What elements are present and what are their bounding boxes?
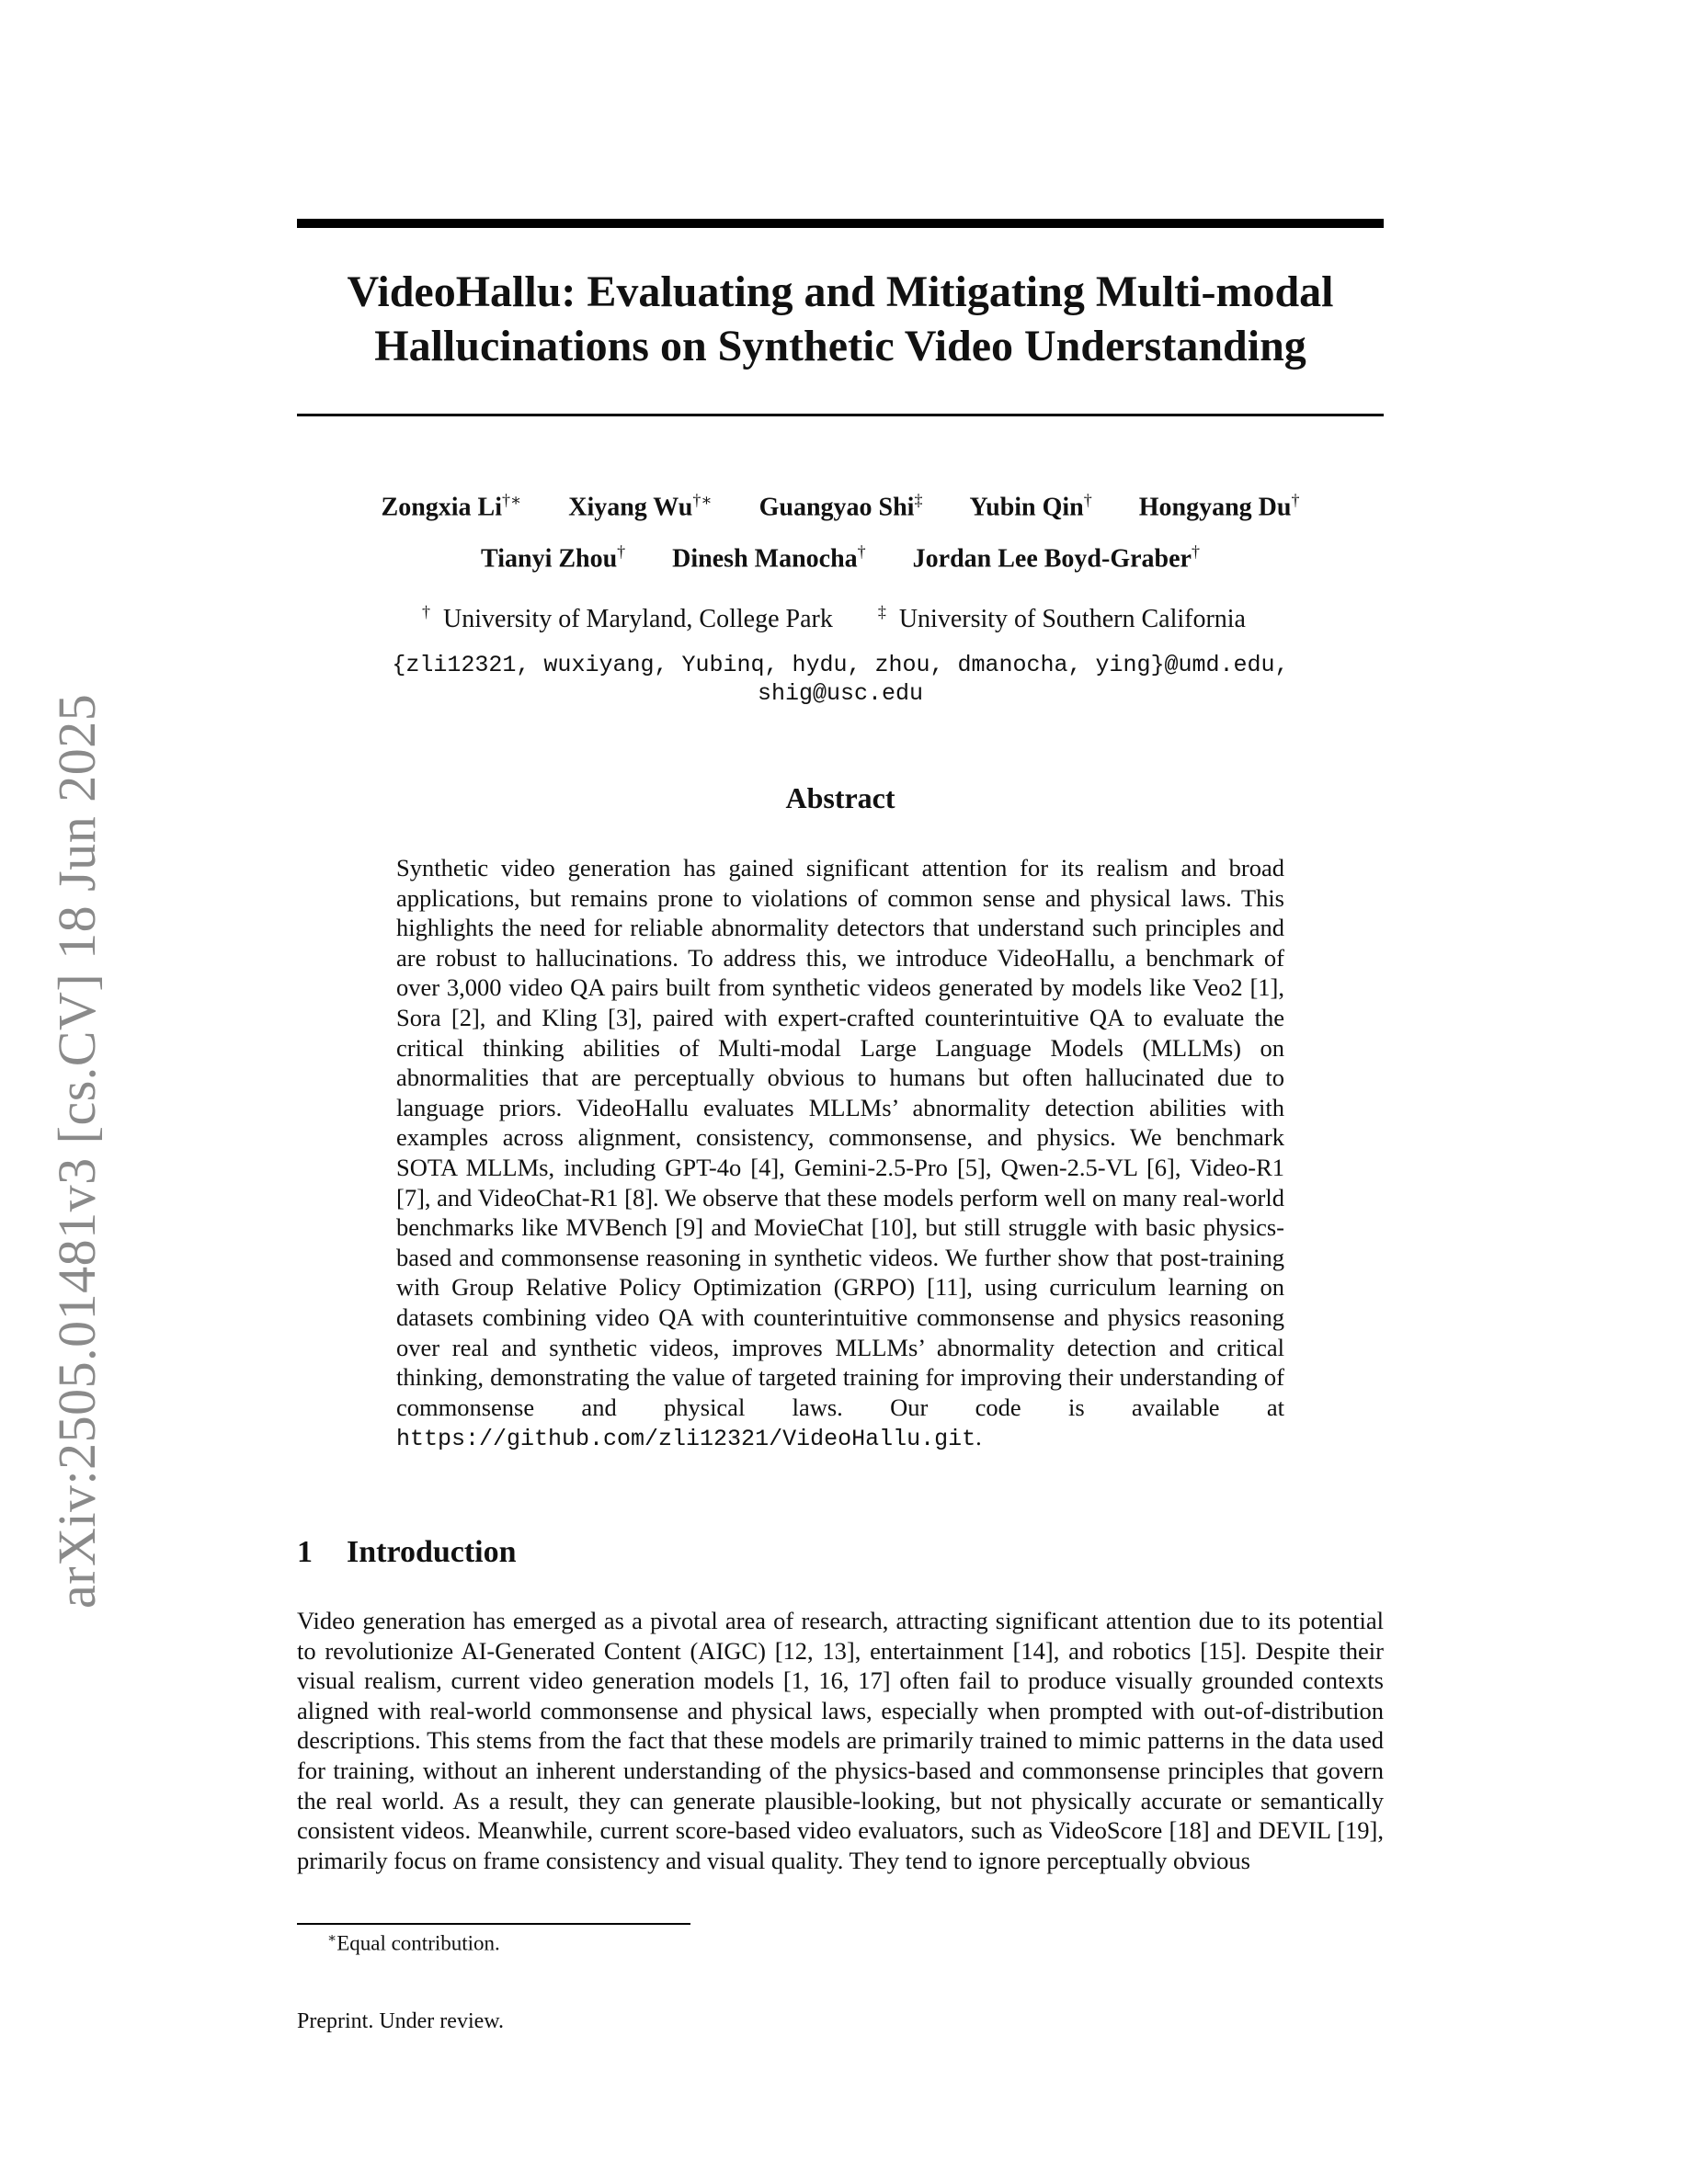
author-name: Hongyang Du — [1138, 493, 1292, 522]
author-marks: †∗ — [692, 491, 713, 509]
footnote-text: Equal contribution. — [336, 1931, 500, 1955]
footnote-mark: ∗ — [327, 1931, 337, 1946]
author-list-row-2 — [297, 542, 1384, 574]
author-name: Xiyang Wu — [568, 493, 693, 522]
abstract-body: Synthetic video generation has gained significant attention for its realism and broad applications, but remains prone to violations of common sense and physical laws. This highlights the need for reliable abnormality detectors that understand such principles and are robust to hallucinations. To address this, we introduce VideoHallu, a benchmark of over 3,000 video QA pairs built from synthetic videos generated by models like Veo2 [1], Sora [2], and Kling [3], paired with expert-crafted counterintuitive QA to evaluate the critical thinking abilities of Multi-modal Large Language Models (MLLMs) on abnormalities that are perceptually obvious to humans but often hallucinated due to language priors. VideoHallu evaluates MLLMs’ abnormality detection abilities with examples across alignment, consistency, commonsense, and physics. We benchmark SOTA MLLMs, including GPT-4o [4], Gemini-2.5-Pro [5], Qwen-2.5-VL [6], Video-R1 [7], and VideoChat-R1 [8]. We observe that these models perform well on many real-world benchmarks like MVBench [9] and MovieChat [10], but still struggle with basic physics-based and commonsense reasoning in synthetic videos. We further show that post-training with Group Relative Policy Optimization (GRPO) [11], using curriculum learning on datasets combining video QA with counterintuitive commonsense and physics reasoning over real and synthetic videos, improves MLLMs’ abnormality detection and critical thinking, demonstrating the value of targeted training for improving their understanding of commonsense and physical laws. Our code is available at — [396, 854, 1284, 1421]
author-list-row-1 — [297, 491, 1384, 522]
introduction-paragraph: Video generation has emerged as a pivotal area of research, attracting significant attention due to its potential to revolutionize AI-Generated Content (AIGC) [12, 13], entertainment [14], and robotics [15]. Despite their visual realism, current video generation models [1, 16, 17] often fail to produce visually grounded contexts aligned with real-world commonsense and physical laws, especially when prompted with out-of-distribution descriptions. This stems from the fact that these models are primarily trained to mimic patterns in the data used for training, without an inherent understanding of the physics-based and commonsense principles that govern the real world. As a result, they can generate plausible-looking, but not physically accurate or semantically consistent videos. Meanwhile, current score-based video evaluators, such as VideoScore [18] and DEVIL [19], primarily focus on frame consistency and visual quality. They tend to ignore perceptually obvious — [297, 1607, 1384, 1874]
author-name: Yubin Qin — [969, 493, 1084, 522]
author — [672, 542, 865, 574]
abstract-heading: Abstract — [785, 781, 895, 814]
author-name: Zongxia Li — [381, 493, 502, 522]
affiliation-mark: † — [422, 603, 431, 621]
author-marks: † — [617, 542, 626, 561]
section-heading-introduction — [297, 1535, 517, 1570]
section-title: Introduction — [347, 1535, 517, 1569]
affiliation-name: University of Maryland, College Park — [443, 605, 833, 634]
author-name: Tianyi Zhou — [481, 544, 618, 574]
preprint-notice: Preprint. Under review. — [297, 2009, 505, 2033]
author-marks: † — [1191, 542, 1200, 561]
affiliation-mark: ‡ — [877, 603, 886, 621]
author-name: Dinesh Manocha — [672, 544, 858, 574]
title-rule-top — [297, 219, 1384, 228]
email-line: shig@usc.edu — [757, 680, 924, 707]
author-name: Guangyao Shi — [758, 493, 915, 522]
author-marks: † — [1083, 491, 1092, 509]
affiliations — [297, 603, 1384, 634]
title-rule-bottom — [297, 414, 1384, 416]
author — [382, 491, 522, 522]
affiliation-name: University of Southern California — [898, 605, 1246, 634]
author-emails — [297, 651, 1384, 708]
author-marks: †∗ — [502, 491, 522, 509]
affiliation — [878, 605, 1259, 633]
arxiv-identifier-stamp: arXiv:2505.01481v3 [cs.CV] 18 Jun 2025 — [47, 693, 107, 1609]
author-marks: ‡ — [914, 491, 923, 509]
abstract-end-punct: . — [975, 1423, 982, 1451]
paper-title: VideoHallu: Evaluating and Mitigating Multi-modal Hallucinations on Synthetic Video Understanding — [347, 267, 1334, 370]
author-marks: † — [857, 542, 866, 561]
author-name: Jordan Lee Boyd-Graber — [912, 544, 1192, 574]
author — [913, 542, 1200, 574]
author — [969, 491, 1091, 522]
author — [1139, 491, 1300, 522]
author — [759, 491, 923, 522]
affiliation — [422, 605, 846, 633]
footnote-rule — [297, 1923, 690, 1925]
author-marks: † — [1291, 491, 1300, 509]
abstract-text — [396, 853, 1284, 1455]
section-number: 1 — [297, 1535, 313, 1569]
email-line: {zli12321, wuxiyang, Yubinq, hydu, zhou, dmanocha, ying}@umd.edu, — [392, 652, 1289, 678]
author — [481, 542, 625, 574]
code-url-link[interactable]: https://github.com/zli12321/VideoHallu.git — [396, 1426, 976, 1453]
author — [568, 491, 712, 522]
footnote — [327, 1929, 500, 1956]
